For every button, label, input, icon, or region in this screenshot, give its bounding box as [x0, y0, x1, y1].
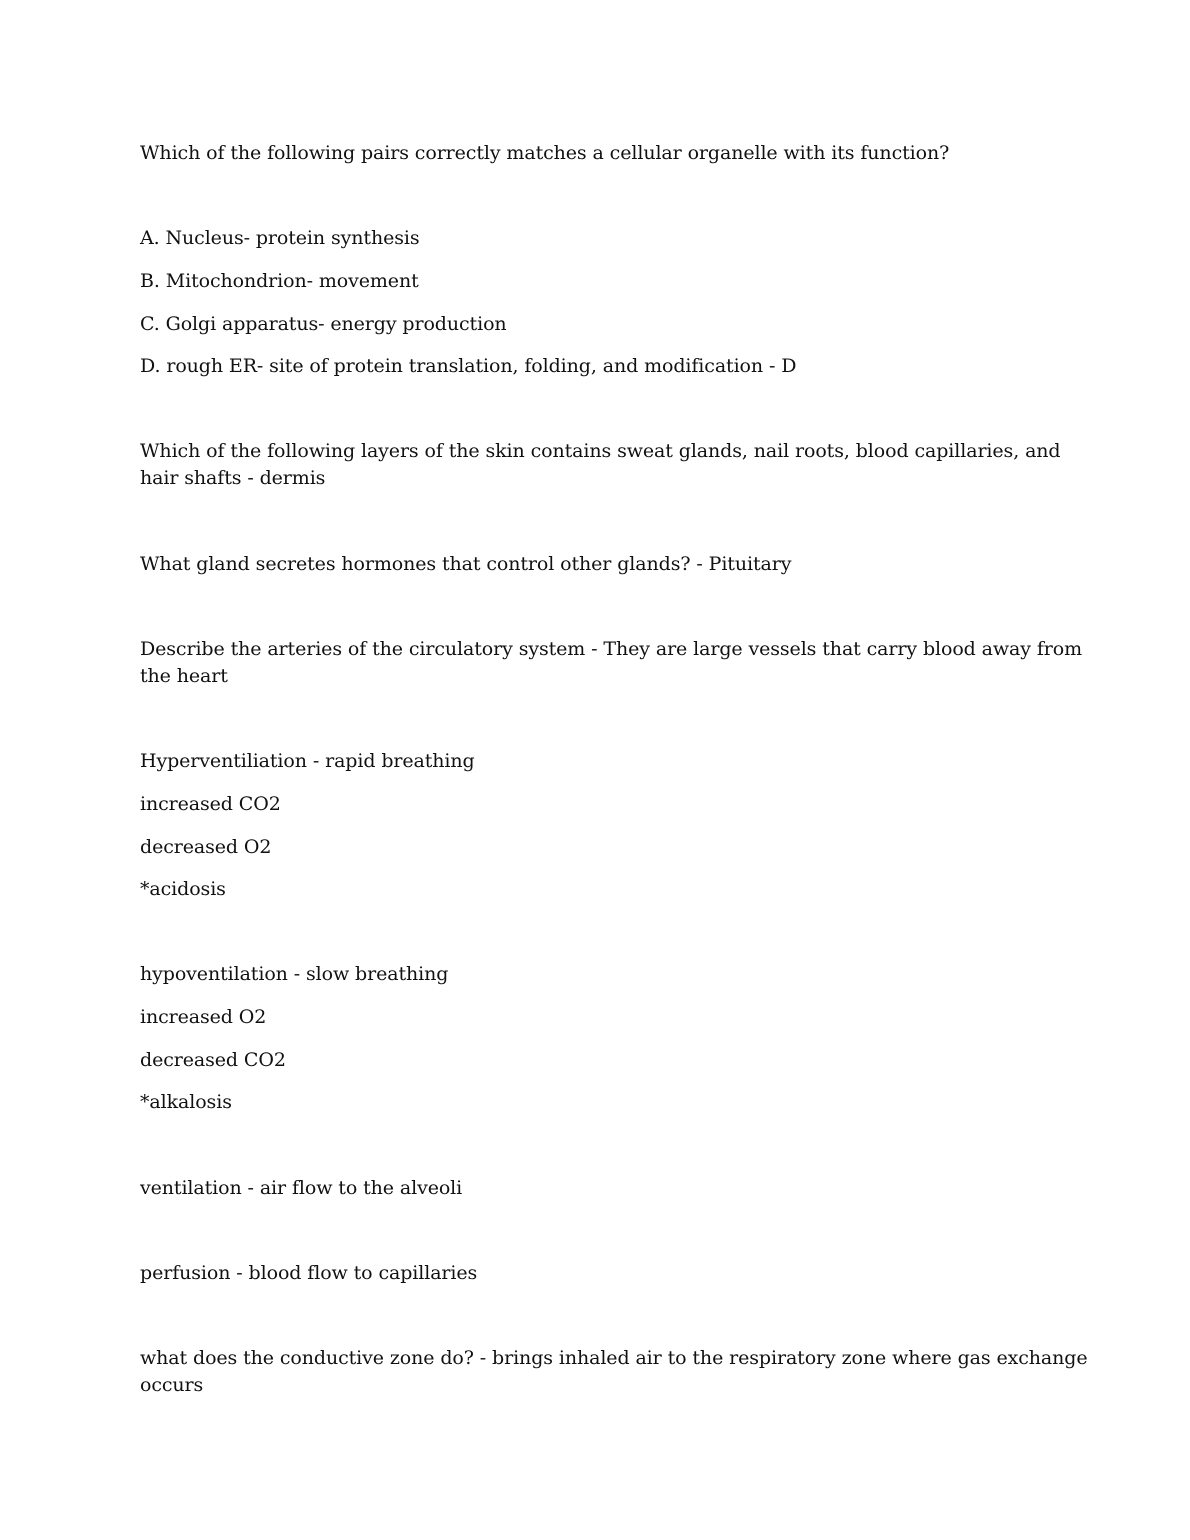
- option-d: D. rough ER- site of protein translation, folding, and modification - D: [140, 355, 797, 377]
- hypo-detail-1: increased O2: [140, 1006, 267, 1028]
- option-c: C. Golgi apparatus- energy production: [140, 313, 507, 335]
- option-b: B. Mitochondrion- movement: [140, 270, 419, 292]
- option-a: A. Nucleus- protein synthesis: [140, 227, 420, 249]
- term-ventilation: ventilation - air flow to the alveoli: [140, 1177, 463, 1199]
- term-perfusion: perfusion - blood flow to capillaries: [140, 1262, 478, 1284]
- term-hypoventilation: hypoventilation - slow breathing: [140, 963, 449, 985]
- question-arteries-line-2: the heart: [140, 665, 228, 687]
- hyper-detail-2: decreased O2: [140, 836, 272, 858]
- question-skin-line-2: hair shafts - dermis: [140, 467, 326, 489]
- question-gland: What gland secretes hormones that control other glands? - Pituitary: [140, 553, 792, 575]
- question-conductive-zone-line-2: occurs: [140, 1374, 204, 1396]
- hypo-detail-3: *alkalosis: [140, 1091, 232, 1113]
- question-organelle: Which of the following pairs correctly matches a cellular organelle with its function?: [140, 142, 950, 164]
- question-arteries-line-1: Describe the arteries of the circulatory system - They are large vessels that carry blood away from: [140, 638, 1083, 660]
- hypo-detail-2: decreased CO2: [140, 1049, 286, 1071]
- question-conductive-zone-line-1: what does the conductive zone do? - brings inhaled air to the respiratory zone where gas exchange: [140, 1347, 1088, 1369]
- question-skin-line-1: Which of the following layers of the skin contains sweat glands, nail roots, blood capillaries, and: [140, 440, 1061, 462]
- hyper-detail-3: *acidosis: [140, 878, 226, 900]
- hyper-detail-1: increased CO2: [140, 793, 281, 815]
- term-hyperventilation: Hyperventiliation - rapid breathing: [140, 750, 475, 772]
